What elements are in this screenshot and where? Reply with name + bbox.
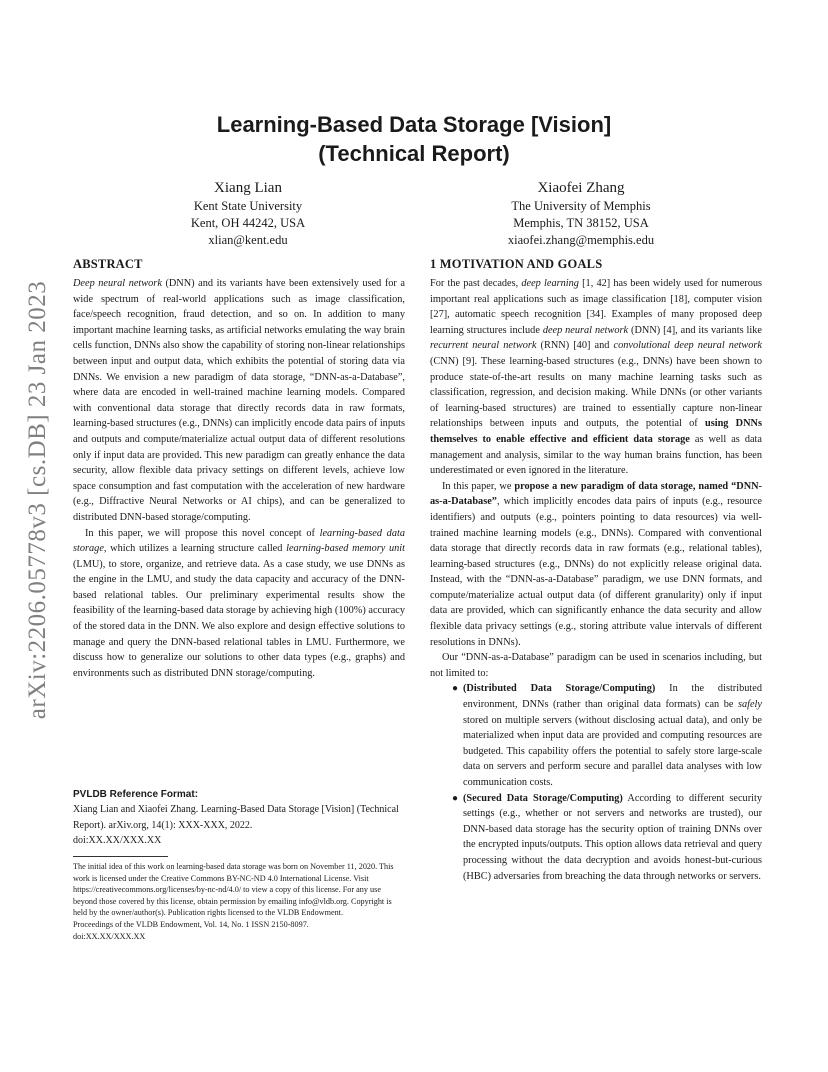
footnote-proceedings: Proceedings of the VLDB Endowment, Vol. 14, No. 1 ISSN 2150-8097. (73, 919, 309, 929)
body-text: In the distributed environment, DNNs (rather than original data formats) can be (463, 683, 762, 711)
reference-format-heading: PVLDB Reference Format: (73, 789, 199, 800)
emphasis-text: recurrent neural network (430, 340, 537, 352)
footnote-doi: doi:XX.XX/XXX.XX (73, 931, 146, 941)
bold-text: propose a new paradigm of data storage, named “DNN-as-a-Database” (430, 480, 762, 508)
body-text: (DNN) [4], and its variants like (628, 324, 762, 336)
abstract-heading: ABSTRACT (73, 257, 143, 271)
emphasis-text: deep neural network (542, 324, 629, 336)
bold-text: (Distributed Data Storage/Computing) (463, 683, 656, 695)
abstract-text: , which utilizes a learning structure called (103, 543, 287, 555)
emphasis-text: Deep neural network (73, 278, 162, 289)
author-name: Xiang Lian (214, 180, 282, 196)
footnote-block (73, 861, 405, 942)
author-email: xlian@kent.edu (208, 233, 288, 247)
body-text: as well as data management and analysis, similar to the way human brains function, has been underestimated or even ignored in the literature. (430, 433, 762, 477)
abstract-text: In this paper, we will propose this novel concept of (85, 527, 320, 539)
body-text: In this paper, we (442, 480, 515, 492)
emphasis-text: learning-based data storage (73, 527, 405, 555)
bullet-icon: ● (452, 683, 459, 695)
section-1-paragraph-1 (430, 276, 762, 479)
author-address: Kent, OH 44242, USA (190, 216, 306, 230)
left-column (73, 256, 405, 681)
bold-text: using DNNs themselves to enable effective and efficient data storage (430, 418, 762, 445)
emphasis-text: safely (737, 699, 762, 711)
section-1-heading: 1 MOTIVATION AND GOALS (430, 257, 603, 271)
body-text: (CNN) [9]. These learning-based structures (e.g., DNNs) have been shown to produce state-of-the-art results on many machine learning tasks such as classification, regression, and decision making. While DNNs (or other variants of learning-based structures) are trained to essentially capture non-linear relationships between inputs and outputs, the potential of (430, 355, 762, 430)
list-item (430, 681, 762, 790)
abstract-paragraph-1 (73, 276, 405, 526)
author-name: Xiaofei Zhang (537, 180, 625, 196)
body-text: (RNN) [40] and (536, 340, 614, 352)
abstract-paragraph-2 (73, 526, 405, 682)
emphasis-text: deep learning (521, 278, 579, 289)
arxiv-identifier: arXiv:2206.05778v3 [cs.DB] 23 Jan 2023 (24, 280, 51, 720)
emphasis-text: learning-based memory unit (286, 543, 405, 555)
bold-text: (Secured Data Storage/Computing) (463, 792, 623, 804)
author-block-2 (451, 178, 711, 249)
body-text: According to different security settings (e.g., whether or not servers and networks are trusted), our DNN-based data storage has the security option of training DNNs over the encrypted inputs/outputs. This option allows data retrieval and query processing without the data decryption and avoids honest-but-curious (HBC) adversaries from breaching the data through networks or servers. (463, 792, 763, 882)
reference-format-doi: doi:XX.XX/XXX.XX (73, 835, 162, 846)
bullet-icon: ● (452, 792, 459, 804)
section-1-paragraph-2 (430, 479, 762, 651)
list-item (430, 791, 762, 885)
arxiv-identifier-stamp (18, 280, 58, 720)
body-text: , which implicitly encodes data pairs of inputs (e.g., resource identifiers) and outputs (e.g., pointers pointing to data resources) via well-trained machine learning models (e.g., DNNs). Compared with conventional data storage that directly records data in raw formats (e.g., relational tables), learning-based structures (e.g., DNNs) do not explicitly release original data. Instead, with the “DNN-as-a-Database” paradigm, we use DNN formats, and compute/materialize actual output data (of different granularity) only if input data are provided, which can significantly enhance the data security and allow flexible data privacy settings (e.g., storing attribute value intervals of different resolutions in DNNs). (430, 496, 762, 648)
abstract-text: (DNN) and its variants have been extensively used for a wide spectrum of real-world applications such as image classification, face/speech recognition, fraud detection, and so on. In addition to many important machine learning tasks, as artificial networks emulating the way brain cells function, DNNs also show the capability of storing non-linear relationships between input and output data, which exhibits the potential of storing data via DNNs. We envision a new paradigm of data storage, “DNN-as-a-Database”, where data are encoded in well-trained machine learning models. Compared with conventional data storage that directly records data in raw formats, learning-based structures (e.g., DNNs) can implicitly encode data pairs of inputs and outputs and compute/materialize actual output data of different resolutions only if input data are provided. This new paradigm can greatly enhance the data security, allow flexible data privacy settings on different levels, achieve low space consumption and fast computation with the acceleration of new hardware (e.g., Diffractive Neural Networks or AI chips), and can be generalized to distributed DNN-based storage/computing. (73, 278, 405, 523)
right-column (430, 256, 762, 884)
title-line-1: Learning-Based Data Storage [Vision] (216, 112, 612, 137)
body-text: For the past decades, (430, 278, 522, 289)
reference-format-text: Xiang Lian and Xiaofei Zhang. Learning-Based Data Storage [Vision] (Technical Report). arXiv.org, 14(1): XXX-XXX, 2022. (73, 804, 399, 831)
emphasis-text: convolutional deep neural network (613, 340, 762, 352)
footnote-text: The initial idea of this work on learning-based data storage was born on November 11, 2020. This work is licensed under the Creative Commons BY-NC-ND 4.0 International License. Visit https://creativecommons.org/licenses/by-nc-nd/4.0/ to view a copy of this license. For any use beyond those covered by this license, obtain permission by emailing info@vldb.org. Copyright is held by the owner/author(s). Publication rights licensed to the VLDB Endowment. (73, 862, 394, 918)
title-line-2: (Technical Report) (318, 141, 510, 166)
section-1-paragraph-3: Our “DNN-as-a-Database” paradigm can be used in scenarios including, but not limited to: (430, 652, 762, 679)
scenario-list (430, 681, 762, 884)
author-affiliation: Kent State University (193, 199, 303, 213)
footnote-divider (73, 856, 168, 857)
author-email: xiaofei.zhang@memphis.edu (507, 233, 655, 247)
reference-format-block (73, 787, 405, 849)
abstract-text: (LMU), to store, organize, and retrieve data. As a case study, we use DNNs as the engine in the LMU, and study the data capacity and accuracy of the DNN-based relational tables. Our preliminary experimental results show the feasibility of the learning-based data storage by achieving high (100%) accuracy of the stored data in the DNN. We also explore and design effective solutions to manage and query the DNN-based relational tables in LMU. Furthermore, we discuss how to generalize our solutions to other data types (e.g., graphs) and environments such as distributed DNN storage/computing. (73, 558, 405, 679)
author-block-1 (118, 178, 378, 249)
author-address: Memphis, TN 38152, USA (513, 216, 649, 230)
body-text: [1, 42] has been widely used for numerous important real applications such as image classification [18], computer vision [27], automatic speech recognition [34]. Examples of many proposed deep learning structures include (430, 278, 762, 336)
author-affiliation: The University of Memphis (511, 199, 651, 213)
body-text: stored on multiple servers (without disclosing actual data), and only be materialized when input data are provided and computing resources are budgeted. This capability offers the potential to safely store large-scale data on servers and perform secure and parallel data analyses with low communication costs. (463, 714, 762, 788)
paper-title (74, 110, 754, 168)
